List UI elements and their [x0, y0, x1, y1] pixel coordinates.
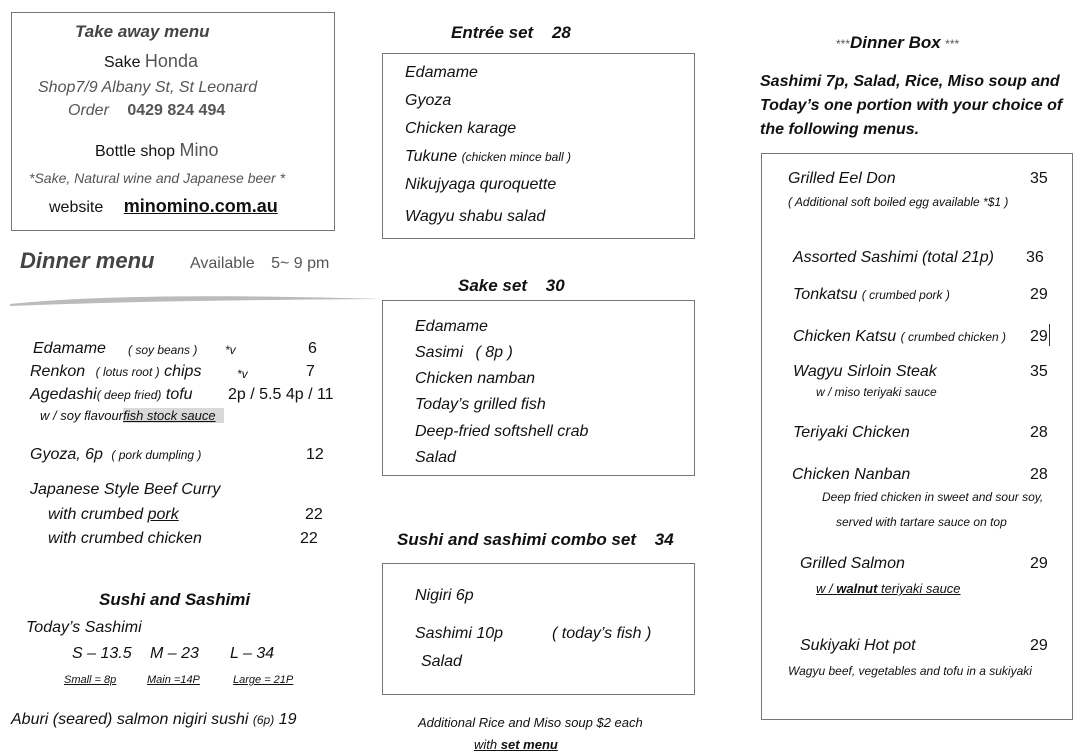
combo-title-text: Sushi and sashimi combo set	[397, 530, 637, 549]
salmon-note-suffix: teriyaki sauce	[881, 581, 961, 596]
aburi-qty: (6p)	[252, 713, 275, 727]
assorted-name: Assorted Sashimi (total 21p)	[793, 249, 994, 266]
nanban-name: Chicken Nanban	[792, 466, 911, 483]
dinner-title: Dinner menu	[20, 248, 155, 273]
wagyu-price: 35	[1030, 363, 1048, 380]
takeaway-note: *Sake, Natural wine and Japanese beer *	[29, 170, 286, 186]
edamame-tag: *v	[225, 343, 236, 357]
order-label: Order	[68, 102, 109, 119]
sashimi-m-note: Main =14P	[147, 674, 200, 686]
website-line	[49, 196, 278, 217]
tonkatsu-name: Tonkatsu	[793, 286, 858, 303]
sashimi-l-note: Large = 21P	[233, 674, 294, 686]
entree-price: 28	[551, 23, 571, 42]
sashimi-m: M – 23	[150, 645, 199, 662]
combo-with-set	[474, 737, 558, 752]
renkon-price: 7	[306, 363, 315, 380]
sukiyaki-name: Sukiyaki Hot pot	[800, 637, 916, 654]
agedashi-sub	[40, 408, 224, 423]
intro-line-2: Today’s one portion with your choice of	[760, 97, 1063, 114]
stars-right: ***	[945, 37, 960, 51]
entree-item: Chicken karage	[405, 120, 517, 137]
curry-name: Japanese Style Beef Curry	[30, 481, 221, 498]
combo-price: 34	[654, 530, 674, 549]
sake-set-item-sasimi	[415, 344, 513, 362]
sake-shop	[104, 51, 198, 72]
hours-value: 5~ 9 pm	[271, 255, 330, 272]
agedashi-name: Agedashi	[30, 386, 97, 403]
curry-opt1-price: 22	[305, 506, 323, 523]
sake-set-item: Chicken namban	[415, 370, 536, 387]
nanban-note-2: served with tartare sauce on top	[836, 515, 1007, 529]
nanban-price: 28	[1030, 466, 1048, 483]
intro-line-1: Sashimi 7p, Salad, Rice, Miso soup and	[760, 73, 1060, 90]
salmon-note	[816, 581, 961, 596]
sashimi-s-note: Small = 8p	[64, 674, 117, 686]
cursor-mark	[1049, 324, 1050, 346]
katsu-line	[793, 328, 1006, 346]
sake-set-price: 30	[545, 276, 565, 295]
with-prefix: with	[474, 737, 498, 752]
bottle-shop-name: Mino	[179, 140, 219, 160]
sake-set-item: Edamame	[415, 318, 488, 335]
agedashi-price: 2p / 5.5 4p / 11	[228, 386, 334, 403]
sake-set-title	[458, 276, 565, 296]
dinner-box-title-text: Dinner Box	[850, 33, 941, 52]
agedashi-sub-highlight: fish stock sauce	[123, 408, 224, 423]
order-line	[68, 102, 225, 120]
combo-sashimi-note: ( today’s fish )	[552, 625, 652, 642]
edamame-note: ( soy beans )	[128, 343, 198, 357]
todays-sashimi: Today’s Sashimi	[26, 619, 142, 636]
teriyaki-price: 28	[1030, 424, 1048, 441]
agedashi-sub-prefix: w / soy flavour	[40, 408, 124, 423]
takeaway-title: Take away menu	[75, 22, 210, 41]
entree-item: Edamame	[405, 64, 478, 81]
katsu-name: Chicken Katsu	[793, 328, 897, 345]
aburi-line	[11, 711, 296, 729]
katsu-note: ( crumbed chicken )	[900, 330, 1006, 344]
entree-item-tukune	[405, 148, 571, 166]
teriyaki-name: Teriyaki Chicken	[793, 424, 910, 441]
sake-set-item: Salad	[415, 449, 456, 466]
katsu-price: 29	[1030, 328, 1048, 345]
renkon-note: ( lotus root )	[95, 365, 160, 379]
tonkatsu-note: ( crumbed pork )	[861, 288, 950, 302]
sake-set-title-text: Sake set	[458, 276, 527, 295]
entree-item: Nikujyaga quroquette	[405, 176, 557, 193]
dinner-box-title	[836, 33, 959, 53]
edamame-price: 6	[308, 340, 317, 357]
aburi-price: 19	[278, 711, 297, 728]
tukune-name: Tukune	[405, 148, 458, 165]
curry-opt1	[48, 506, 179, 524]
sake-set-item: Deep-fried softshell crab	[415, 423, 589, 440]
item-gyoza	[30, 446, 201, 464]
intro-line-3: the following menus.	[760, 121, 920, 138]
salmon-price: 29	[1030, 555, 1048, 572]
entree-item: Wagyu shabu salad	[405, 208, 546, 225]
item-edamame	[33, 340, 106, 358]
combo-salad: Salad	[421, 653, 462, 670]
sake-set-item: Today’s grilled fish	[415, 396, 546, 413]
gyoza-name: Gyoza, 6p	[30, 446, 103, 463]
renkon-name: Renkon	[30, 363, 86, 380]
wagyu-name: Wagyu Sirloin Steak	[793, 363, 937, 380]
sake-prefix: Sake	[104, 54, 141, 71]
assorted-price: 36	[1026, 249, 1044, 266]
with-bold: set menu	[500, 737, 558, 752]
sake-shop-name: Honda	[144, 51, 198, 71]
eel-price: 35	[1030, 170, 1048, 187]
dinner-hours	[190, 255, 329, 273]
combo-title	[397, 530, 674, 550]
tonkatsu-line	[793, 286, 950, 304]
curry-opt1-word: pork	[147, 506, 179, 523]
tonkatsu-price: 29	[1030, 286, 1048, 303]
sashimi-l: L – 34	[230, 645, 275, 662]
curry-opt2-price: 22	[300, 530, 318, 547]
salmon-note-bold: walnut	[836, 581, 878, 596]
sashimi-s: S – 13.5	[72, 645, 132, 662]
bottle-prefix: Bottle shop	[95, 143, 176, 160]
item-renkon	[30, 363, 201, 381]
brush-divider	[8, 290, 388, 310]
website-link[interactable]: minomino.com.au	[123, 196, 278, 216]
phone-number: 0429 824 494	[127, 102, 226, 119]
salmon-name: Grilled Salmon	[800, 555, 905, 572]
sukiyaki-price: 29	[1030, 637, 1048, 654]
stars-left: ***	[836, 37, 851, 51]
renkon-name2: chips	[164, 363, 202, 380]
combo-nigiri: Nigiri 6p	[415, 587, 474, 604]
gyoza-price: 12	[306, 446, 324, 463]
eel-name: Grilled Eel Don	[788, 170, 896, 187]
takeaway-address: Shop7/9 Albany St, St Leonard	[38, 79, 258, 96]
item-agedashi	[30, 386, 193, 404]
bottle-shop	[95, 140, 219, 161]
available-label: Available	[190, 255, 255, 272]
curry-opt2: with crumbed chicken	[48, 530, 202, 547]
salmon-note-prefix: w /	[816, 581, 833, 596]
combo-additional: Additional Rice and Miso soup $2 each	[418, 715, 643, 730]
wagyu-note: w / miso teriyaki sauce	[816, 385, 937, 399]
agedashi-note: ( deep fried)	[96, 388, 162, 402]
nanban-note-1: Deep fried chicken in sweet and sour soy,	[822, 490, 1044, 504]
aburi-name: Aburi (seared) salmon nigiri sushi	[11, 711, 249, 728]
entree-title	[451, 23, 571, 43]
combo-sashimi: Sashimi 10p	[415, 625, 504, 642]
tukune-note: (chicken mince ball )	[461, 150, 572, 164]
curry-opt1-prefix: with crumbed	[48, 506, 144, 523]
eel-note: ( Additional soft boiled egg available *$1 )	[788, 195, 1009, 209]
sukiyaki-note: Wagyu beef, vegetables and tofu in a sukiyaki	[788, 664, 1032, 678]
sushi-title: Sushi and Sashimi	[99, 590, 251, 609]
website-label: website	[49, 199, 104, 216]
entree-title-text: Entrée set	[451, 23, 534, 42]
gyoza-note: ( pork dumpling )	[111, 448, 202, 462]
agedashi-name2: tofu	[165, 386, 193, 403]
sasimi-qty: ( 8p )	[475, 344, 513, 361]
renkon-tag: *v	[237, 367, 248, 381]
edamame-name: Edamame	[33, 340, 106, 357]
entree-item: Gyoza	[405, 92, 452, 109]
sasimi-name: Sasimi	[415, 344, 464, 361]
